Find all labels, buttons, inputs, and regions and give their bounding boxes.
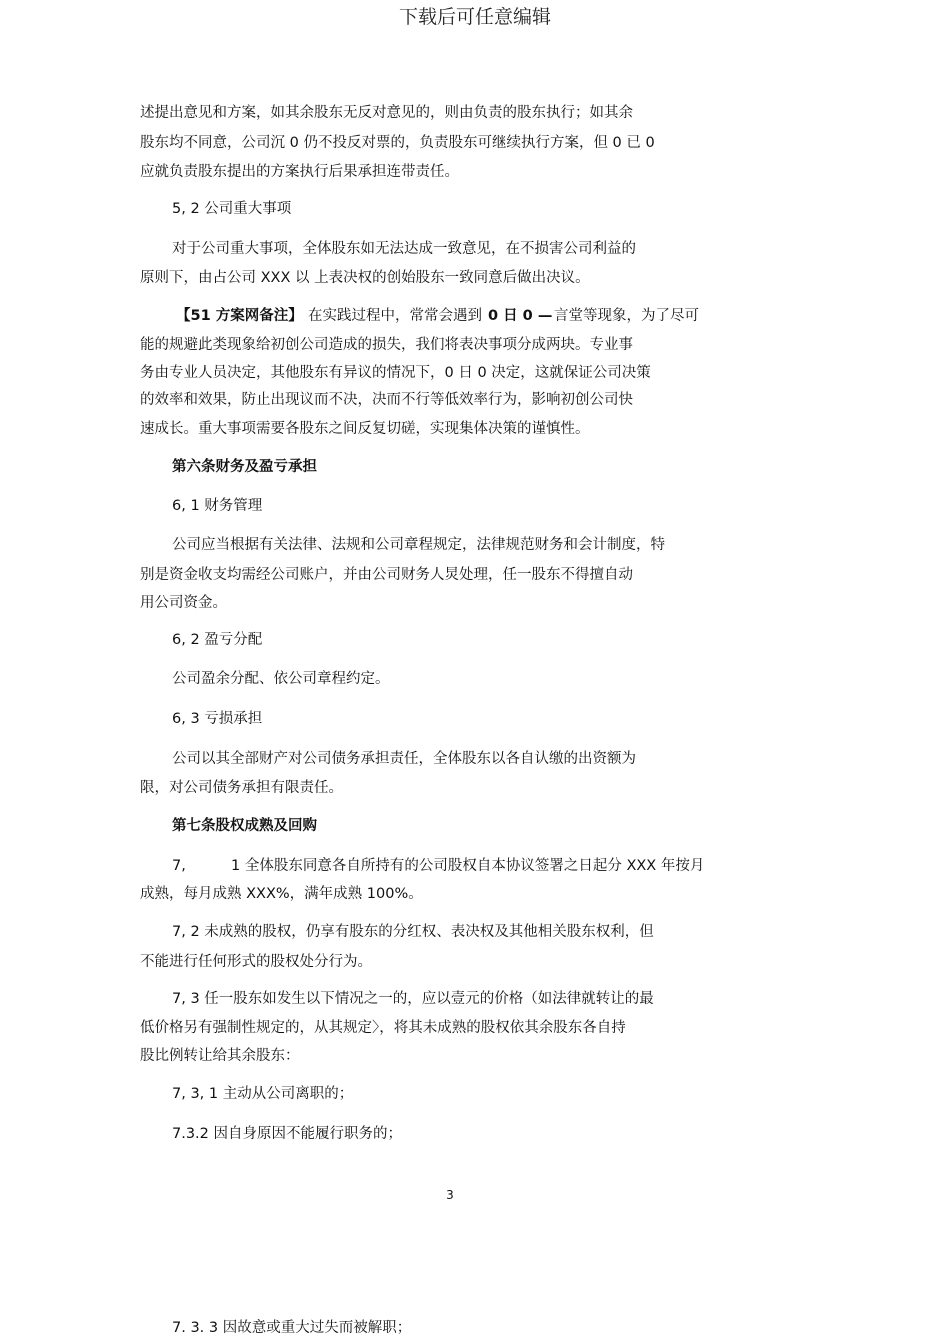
list-item-7-3-3: 7. 3. 3 因故意或重大过失而被解职；	[172, 1320, 412, 1336]
text-line: 言堂等现象，为了尽可	[554, 308, 699, 324]
page-header-title: 下载后可任意编辑	[398, 6, 551, 28]
text-line: 的效率和效果，防止出现议而不决，决而不行等低效率行为，影响初创公司快	[140, 392, 633, 408]
text-line: 低价格另有强制性规定的，从其规定〉，将其未成熟的股权依其余股东各自持	[140, 1020, 626, 1036]
text-line: 7, 2 未成熟的股权，仍享有股东的分红权、表决权及其他相关股东权利，但	[172, 924, 654, 940]
text-line: 在实践过程中，常常会遇到	[308, 308, 482, 324]
text-line: 别是资金收支均需经公司账户，并由公司财务人炅处理，任一股东不得擅自动	[140, 567, 633, 583]
text-line: 公司以其全部财产对公司债务承担责任，全体股东以各自认缴的出资额为	[172, 751, 636, 767]
section-heading-6-3: 6, 3 亏损承担	[172, 711, 263, 727]
text-line: 速成长。重大事项需要各股东之间反复切磋，实现集体决策的谨慎性。	[140, 421, 590, 437]
text-line: 股东均不同意，公司沉 0 仍不投反对票的，负责股东可继续执行方案，但 0 已 0	[140, 135, 655, 151]
section-heading-6-2: 6, 2 盈亏分配	[172, 632, 263, 648]
text-line: 限，对公司债务承担有限责任。	[140, 780, 343, 796]
article-7-heading: 第七条股权成熟及回购	[172, 818, 317, 834]
section-heading-5-2: 5, 2 公司重大事项	[172, 201, 292, 217]
text-line: 能的规避此类现象给初创公司造成的损失，我们将表决事项分成两块。专业事	[140, 337, 633, 353]
note-label: 【51 方案网备注】	[176, 308, 303, 324]
text-line: 对于公司重大事项，全体股东如无法达成一致意见，在不损害公司利益的	[172, 241, 636, 257]
text-line: 7, 3 任一股东如发生以下情况之一的，应以壹元的价格（如法律就转让的最	[172, 991, 654, 1007]
text-line: 述提出意见和方案，如其余股东无反对意见的，则由负责的股东执行；如其余	[140, 105, 633, 121]
text-line: 1 全体股东同意各自所持有的公司股权自本协议签署之日起分 XXX 年按月	[231, 858, 705, 874]
page-number: 3	[446, 1188, 454, 1202]
text-line: 不能进行任何形式的股权处分行为。	[140, 954, 372, 970]
list-item-7-3-2: 7.3.2 因自身原因不能履行职务的；	[172, 1126, 403, 1142]
article-6-heading: 第六条财务及盈亏承担	[172, 459, 317, 475]
text-line: 股比例转让给其余股东：	[140, 1048, 300, 1064]
text-line: 成熟，每月成熟 XXX%，满年成熟 100%。	[140, 886, 423, 902]
text-line: 公司应当根据有关法律、法规和公司章程规定，法律规范财务和会计制度，特	[172, 537, 665, 553]
text-line: 应就负责股东提出的方案执行后果承担连带责任。	[140, 164, 459, 180]
text-line: 务由专业人员决定，其他股东有异议的情况下，0 日 0 决定，这就保证公司决策	[140, 365, 651, 381]
section-heading-6-1: 6, 1 财务管理	[172, 498, 263, 514]
text-line: 公司盈余分配、依公司章程约定。	[172, 671, 390, 687]
text-line: 用公司资金。	[140, 595, 227, 611]
section-number-7-1: 7,	[172, 858, 186, 874]
list-item-7-3-1: 7, 3, 1 主动从公司离职的；	[172, 1086, 354, 1102]
text-line: 原则下，由占公司 XXX 以 上表决权的创始股东一致同意后做出决议。	[140, 270, 590, 286]
text-line-bold: 0 日 0 —	[488, 308, 553, 324]
